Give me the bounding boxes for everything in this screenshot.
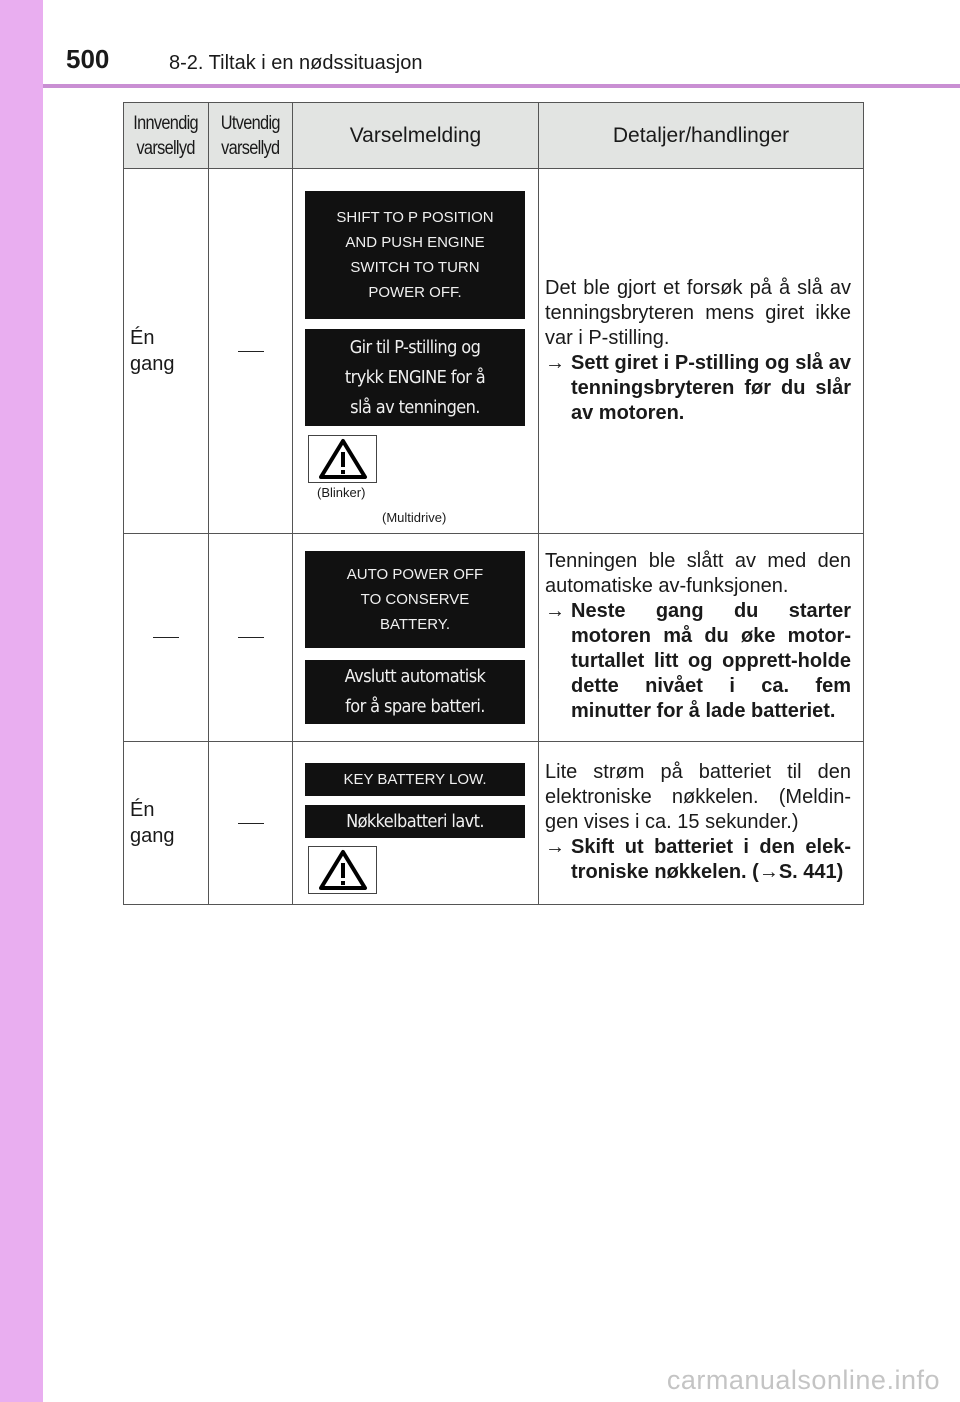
header-details: Detaljer/handlinger bbox=[539, 103, 864, 169]
display-norwegian: Avslutt automatisk for å spare batteri. bbox=[305, 660, 525, 724]
detail-text: Det ble gjort et forsøk på å slå av tenningsbryteren mens giret ikke var i P-stilling. bbox=[545, 277, 851, 349]
details-cell bbox=[539, 742, 864, 905]
message-cell bbox=[293, 534, 539, 742]
display-norwegian: Gir til P-stilling og trykk ENGINE for å slå av tenningen. bbox=[305, 329, 525, 426]
outer-sound-cell bbox=[209, 742, 293, 905]
detail-action: → Sett giret i P-stilling og slå av tenningsbryteren før du slår av motoren. bbox=[545, 352, 851, 424]
header-rule bbox=[43, 84, 960, 88]
table-header-row bbox=[124, 103, 864, 169]
table-row bbox=[124, 534, 864, 742]
header-inner-sound: Innvendig varsellyd bbox=[124, 103, 209, 169]
caption-multidrive: (Multidrive) bbox=[382, 510, 447, 525]
message-cell bbox=[293, 742, 539, 905]
inner-sound-cell: Én gang bbox=[124, 742, 209, 905]
dash-none bbox=[238, 637, 264, 638]
side-tab-bar bbox=[0, 0, 43, 1402]
header-outer-sound: Utvendig varsellyd bbox=[209, 103, 293, 169]
detail-action: → Skift ut batteriet i den elek-troniske nøkkelen. (→S. 441) bbox=[545, 836, 851, 883]
outer-sound-cell bbox=[209, 169, 293, 534]
page-number: 500 bbox=[66, 44, 110, 74]
display-english: SHIFT TO P POSITION AND PUSH ENGINE SWITCH TO TURN POWER OFF. bbox=[305, 191, 525, 319]
arrow-icon: → bbox=[545, 600, 565, 622]
outer-sound-cell bbox=[209, 534, 293, 742]
inner-sound-cell bbox=[124, 534, 209, 742]
detail-action: → Neste gang du starter motoren må du øke motor-turtallet litt og opprett-holde dette nivået i ca. fem minutter for å lade batteriet. bbox=[545, 600, 851, 722]
message-cell bbox=[293, 169, 539, 534]
details-cell bbox=[539, 534, 864, 742]
inner-sound-cell: Én gang bbox=[124, 169, 209, 534]
warning-triangle-icon bbox=[308, 846, 377, 894]
display-english: KEY BATTERY LOW. bbox=[305, 763, 525, 796]
display-english: AUTO POWER OFF TO CONSERVE BATTERY. bbox=[305, 551, 525, 648]
display-norwegian: Nøkkelbatteri lavt. bbox=[305, 805, 525, 838]
arrow-icon: → bbox=[545, 352, 565, 374]
dash-none bbox=[238, 351, 264, 352]
details-cell bbox=[539, 169, 864, 534]
table-row bbox=[124, 169, 864, 534]
dash-none bbox=[153, 637, 179, 638]
detail-text: Lite strøm på batteriet til den elektroniske nøkkelen. (Meldin-gen vises i ca. 15 sekunder.) bbox=[545, 761, 851, 833]
watermark: carmanualsonline.info bbox=[666, 1365, 940, 1395]
table-row bbox=[124, 742, 864, 905]
dash-none bbox=[238, 823, 264, 824]
caption-blinker: (Blinker) bbox=[317, 485, 366, 500]
arrow-icon: → bbox=[545, 836, 565, 858]
warning-message-table bbox=[123, 102, 864, 905]
section-title: 8-2. Tiltak i en nødssituasjon bbox=[169, 52, 423, 74]
warning-triangle-icon bbox=[308, 435, 377, 483]
detail-text: Tenningen ble slått av med den automatiske av-funksjonen. bbox=[545, 550, 851, 597]
header-message: Varselmelding bbox=[293, 103, 539, 169]
